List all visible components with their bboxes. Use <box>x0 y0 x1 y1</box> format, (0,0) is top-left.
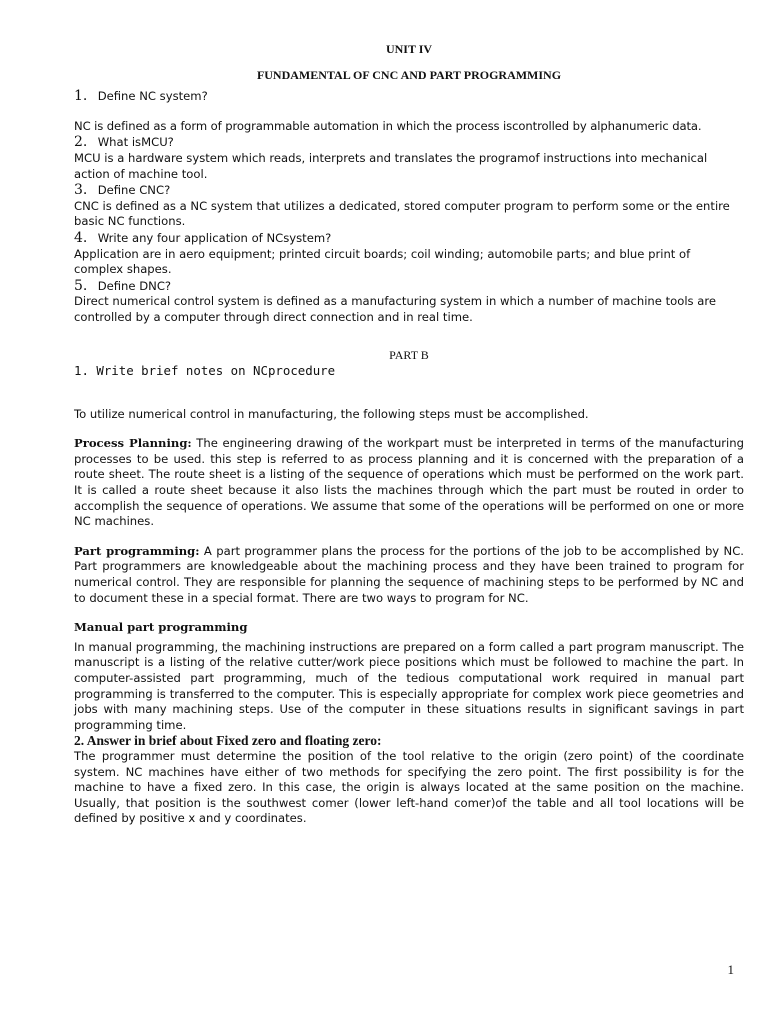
part-b-question-1: 1. Write brief notes on NCprocedure <box>74 363 336 379</box>
part-b-heading: PART B <box>389 347 429 362</box>
process-planning-paragraph <box>74 436 744 530</box>
question-5-text: Define DNC? <box>97 278 172 293</box>
question-4 <box>74 231 744 247</box>
manual-programming-heading: Manual part programming <box>74 620 248 635</box>
question-1-number: 1. <box>74 88 88 105</box>
question-3-text: Define CNC? <box>97 183 171 198</box>
answer-5: Direct numerical control system is defined as a manufacturing system in which a number of machine tools are controlled by a computer through direct connection and in real time. <box>74 294 717 324</box>
document-title: FUNDAMENTAL OF CNC AND PART PROGRAMMING <box>256 67 562 82</box>
answer-4: Application are in aero equipment; printed circuit boards; coil winding; automobile parts; and blue print of complex shapes. <box>74 246 691 277</box>
part-programming-label: Part programming: <box>74 543 200 558</box>
process-planning-label: Process Planning: <box>74 436 192 451</box>
answer-2: MCU is a hardware system which reads, interprets and translates the programof instructions into mechanical action of machine tool. <box>74 150 708 181</box>
question-3-number: 3. <box>74 182 88 199</box>
question-5-number: 5. <box>74 277 88 294</box>
page-number: 1 <box>727 962 734 977</box>
fixed-zero-text: The programmer must determine the position of the tool relative to the origin (zero point) of the coordinate system. NC machines have either of two methods for specifying the zero point. The first possibility is for the machine to have a fixed zero. In this case, the origin is always located at the same position on the machine. Usually, that position is the southwest comer (lower left-hand comer)of the table and all tool locations will be defined by positive x and y coordinates. <box>74 748 744 826</box>
answer-1: NC is defined as a form of programmable automation in which the process iscontrolled by alphanumeric data. <box>74 118 702 133</box>
process-planning-text: The engineering drawing of the workpart must be interpreted in terms of the manufacturing processes to be used. this step is referred to as process planning and it is concerned with the preparation of a route sheet. The route sheet is a listing of the sequence of operations which must be performed on the work part. It is called a route sheet because it also lists the machines through which the part must be routed in order to accomplish the sequence of operations. We assume that some of the operations will be performed on one or more NC machines. <box>74 436 744 529</box>
question-2 <box>74 135 744 151</box>
question-1-text: Define NC system? <box>97 89 208 104</box>
part-programming-paragraph <box>74 544 744 606</box>
document-page <box>74 40 744 827</box>
part-b-question-2: 2. Answer in brief about Fixed zero and floating zero: <box>74 733 382 749</box>
manual-programming-text: In manual programming, the machining instructions are prepared on a form called a part program manuscript. The manuscript is a listing of the relative cutter/work piece positions which must be followed to machine the part. In computer-assisted part programming, much of the tedious computational work required in manual part programming is transferred to the computer. This is especially appropriate for complex work piece geometries and jobs with many machining steps. Use of the computer in these situations results in significant savings in part programming time. <box>74 639 744 732</box>
question-2-text: What isMCU? <box>97 135 174 150</box>
unit-heading: UNIT IV <box>385 42 433 56</box>
answer-3: CNC is defined as a NC system that utilizes a dedicated, stored computer program to perform some or the entire basic NC functions. <box>74 198 730 229</box>
question-4-text: Write any four application of NCsystem? <box>97 230 332 245</box>
question-4-number: 4. <box>74 229 88 246</box>
part-b-intro: To utilize numerical control in manufacturing, the following steps must be accomplished. <box>74 406 589 421</box>
question-1 <box>74 89 744 105</box>
question-5 <box>74 279 744 295</box>
question-2-number: 2. <box>74 134 88 151</box>
part-programming-text: A part programmer plans the process for the portions of the job to be accomplished by NC. Part programmers are knowledgeable about the machining process and they have been trained to program for numerical control. They are responsible for planning the sequence of machining steps to be performed by NC and to document these in a special format. There are two ways to program for NC. <box>74 543 744 605</box>
question-3 <box>74 183 744 199</box>
